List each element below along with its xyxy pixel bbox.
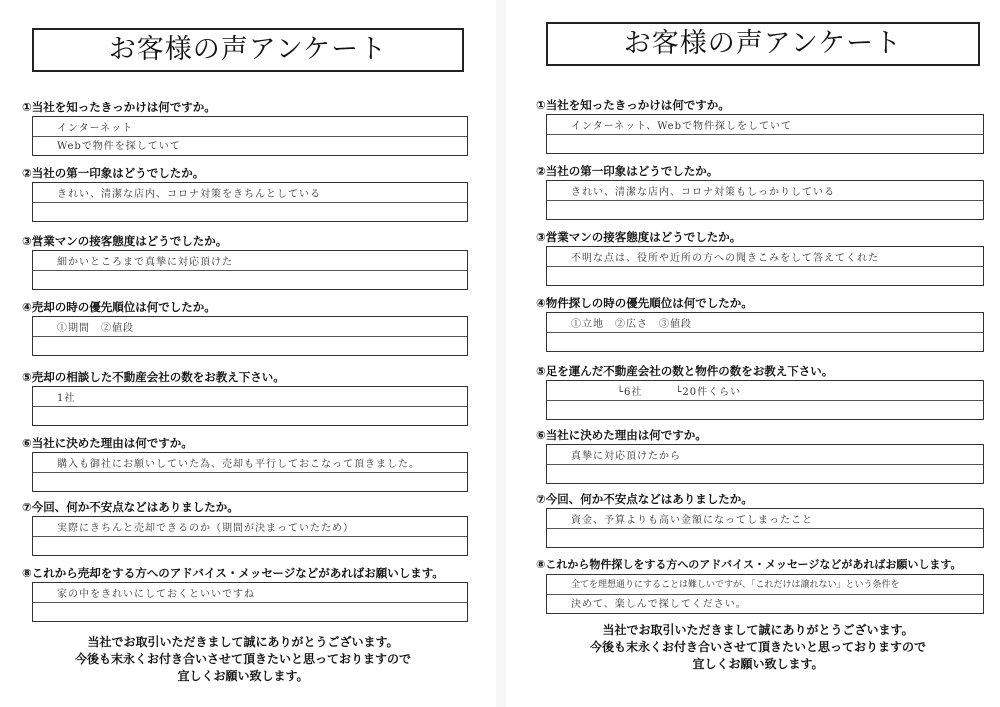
answer-box: [32, 582, 468, 622]
answer-line: [547, 134, 983, 135]
answer-line: [33, 536, 467, 537]
answer-text: 決めて、楽しんで探してください。: [571, 599, 747, 610]
answer-line: [547, 332, 983, 333]
question-label: ④売却の時の優先順位は何でしたか。: [22, 300, 216, 314]
thank-you-message: [522, 622, 994, 673]
answer-text: 不明な点は、役所や近所の方への聞きこみをして答えてくれた: [571, 253, 879, 264]
answer-line: [33, 406, 467, 407]
answer-line: [547, 200, 983, 201]
answer-text: きれい、清潔な店内、コロナ対策をきちんとしている: [57, 189, 321, 200]
answer-line: [33, 602, 467, 603]
answer-box: [32, 316, 468, 356]
footer-line: 今後も末永くお付き合いさせて頂きたいと思っておりますので: [589, 640, 926, 654]
answer-line: [33, 472, 467, 473]
answer-text: 全てを理想通りにすることは難しいですが、「これだけは譲れない」という条件を: [571, 580, 900, 590]
answer-text: 購入も御社にお願いしていた為、売却も平行しておこなって頂きました。: [57, 459, 420, 470]
answer-line: [547, 528, 983, 529]
answer-box: [32, 182, 468, 222]
footer-line: 宜しくお願い致します。: [692, 657, 824, 671]
question-label: ⑦今回、何か不安点などはありましたか。: [536, 492, 753, 506]
question-label: ④物件探しの時の優先順位は何でしたか。: [536, 296, 753, 310]
question-label: ⑤売却の相談した不動産会社の数をお教え下さい。: [22, 370, 285, 384]
question-label: ②当社の第一印象はどうでしたか。: [22, 166, 205, 180]
answer-text: ①期間 ②値段: [57, 323, 134, 334]
survey-page-left: [8, 0, 478, 707]
answer-text: 1社: [57, 393, 76, 404]
answer-line: [33, 202, 467, 203]
answer-text: 真摯に対応頂けたから: [571, 451, 681, 462]
question-label: ⑥当社に決めた理由は何ですか。: [22, 436, 193, 450]
answer-text: Webで物件を探していて: [57, 141, 181, 152]
survey-title-box: [546, 22, 980, 66]
question-8: [22, 566, 468, 622]
question-1: [536, 98, 984, 154]
answer-text: インターネット: [57, 123, 134, 134]
survey-page-right: [522, 0, 994, 707]
answer-text: 実際にきちんと売却できるのか（期間が決まっていたため）: [57, 523, 354, 534]
survey-title: お客様の声アンケート: [623, 28, 903, 59]
answer-text: きれい、清潔な店内、コロナ対策もしっかりしている: [571, 187, 835, 198]
question-7: [536, 492, 984, 548]
answer-line: [33, 336, 467, 337]
question-label: ⑧これから売却をする方へのアドバイス・メッセージなどがあればお願いします。: [22, 566, 444, 580]
question-label: ③営業マンの接客態度はどうでしたか。: [22, 234, 228, 248]
answer-box: [32, 516, 468, 556]
answer-box: [546, 114, 984, 154]
question-6: [22, 436, 468, 492]
answer-box: [32, 250, 468, 290]
answer-box: [32, 452, 468, 492]
answer-box: [546, 380, 984, 420]
answer-text: 資金、予算よりも高い金額になってしまったこと: [571, 515, 813, 526]
question-2: [22, 166, 468, 222]
answer-box: [546, 444, 984, 484]
question-label: ⑧これから物件探しをする方へのアドバイス・メッセージなどがあればお願いします。: [536, 558, 962, 571]
footer-line: 当社でお取引いただきまして誠にありがとうございます。: [602, 623, 914, 637]
question-label: ②当社の第一印象はどうでしたか。: [536, 164, 719, 178]
question-label: ③営業マンの接客態度はどうでしたか。: [536, 230, 742, 244]
footer-line: 宜しくお願い致します。: [177, 669, 309, 683]
question-7: [22, 500, 468, 556]
answer-text: └6社 └20件くらい: [617, 387, 742, 398]
survey-title-box: [32, 28, 464, 72]
answer-box: [546, 508, 984, 548]
question-8: [536, 558, 984, 614]
question-4: [22, 300, 468, 356]
page-gutter: [496, 0, 506, 707]
question-5: [536, 364, 984, 420]
answer-line: [547, 400, 983, 401]
answer-text: 家の中をきれいにしておくといいですね: [57, 589, 255, 600]
survey-title: お客様の声アンケート: [108, 34, 388, 65]
question-label: ⑥当社に決めた理由は何ですか。: [536, 428, 707, 442]
answer-box: [546, 246, 984, 286]
thank-you-message: [8, 634, 478, 685]
answer-line: [33, 270, 467, 271]
answer-box: [546, 180, 984, 220]
answer-text: 細かいところまで真摯に対応頂けた: [57, 257, 233, 268]
footer-line: 今後も末永くお付き合いさせて頂きたいと思っておりますので: [74, 652, 411, 666]
question-6: [536, 428, 984, 484]
question-1: [22, 100, 468, 156]
question-2: [536, 164, 984, 220]
question-label: ⑤足を運んだ不動産会社の数と物件の数をお教え下さい。: [536, 364, 834, 378]
answer-text: インターネット、Webで物件探しをしていて: [571, 121, 792, 132]
question-4: [536, 296, 984, 352]
answer-box: [546, 574, 984, 614]
answer-text: ①立地 ②広さ ③値段: [571, 319, 692, 330]
answer-line: [547, 266, 983, 267]
answer-box: [546, 312, 984, 352]
question-5: [22, 370, 468, 426]
answer-box: [32, 116, 468, 156]
footer-line: 当社でお取引いただきまして誠にありがとうございます。: [87, 635, 399, 649]
question-label: ①当社を知ったきっかけは何ですか。: [22, 100, 216, 114]
question-label: ①当社を知ったきっかけは何ですか。: [536, 98, 730, 112]
answer-line: [547, 464, 983, 465]
answer-box: [32, 386, 468, 426]
question-3: [536, 230, 984, 286]
question-label: ⑦今回、何か不安点などはありましたか。: [22, 500, 239, 514]
question-3: [22, 234, 468, 290]
